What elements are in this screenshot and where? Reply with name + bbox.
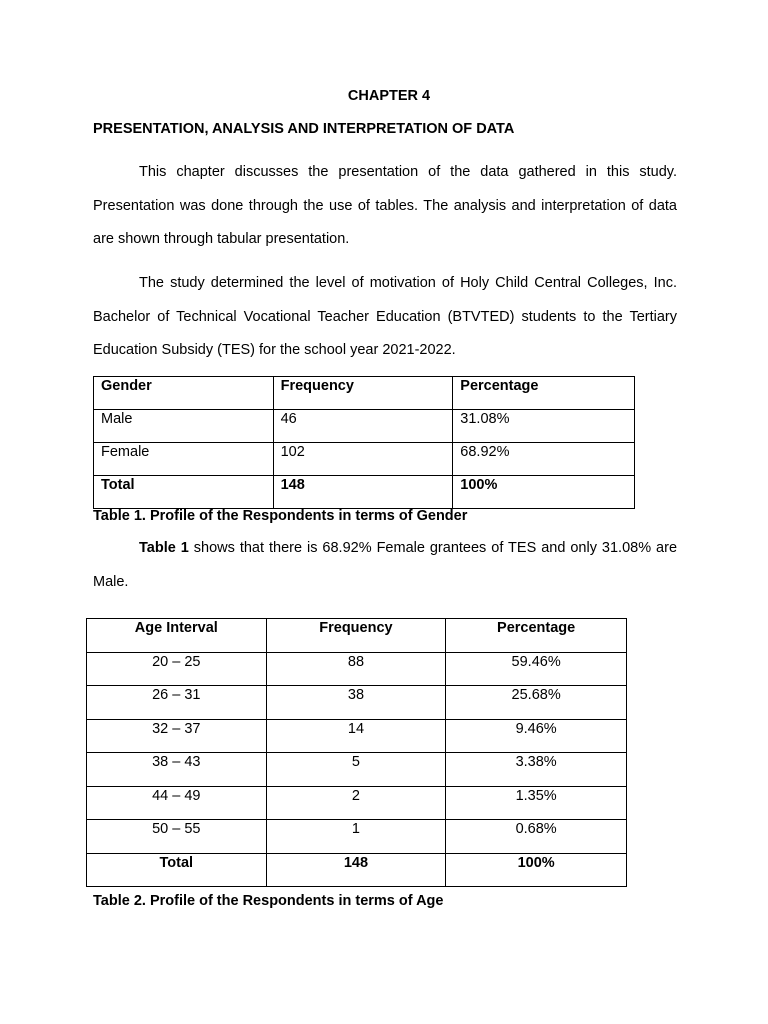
table-cell: 46 bbox=[273, 410, 453, 443]
table-cell: 38 bbox=[266, 686, 446, 720]
table-row bbox=[87, 686, 627, 720]
table-row bbox=[94, 410, 635, 443]
table-row bbox=[87, 719, 627, 753]
table-cell: Female bbox=[94, 443, 274, 476]
table-header-cell: Percentage bbox=[446, 619, 627, 653]
table-cell: 2 bbox=[266, 786, 446, 820]
table-total-row bbox=[87, 853, 627, 887]
table-cell: 100% bbox=[453, 476, 635, 509]
table1-discussion-text: shows that there is 68.92% Female grantees of TES and only 31.08% are Male. bbox=[93, 540, 678, 590]
table1-caption: Table 1. Profile of the Respondents in terms of Gender bbox=[93, 508, 468, 524]
table2-caption: Table 2. Profile of the Respondents in terms of Age bbox=[93, 893, 444, 909]
section-title: PRESENTATION, ANALYSIS AND INTERPRETATION OF DATA bbox=[93, 121, 515, 137]
table-header-cell: Gender bbox=[94, 377, 274, 410]
table-cell: 14 bbox=[266, 719, 446, 753]
table-header-cell: Frequency bbox=[273, 377, 453, 410]
table-cell: Male bbox=[94, 410, 274, 443]
table-cell: 32 – 37 bbox=[87, 719, 267, 753]
table-cell: 88 bbox=[266, 652, 446, 686]
table-cell: 100% bbox=[446, 853, 627, 887]
table-row bbox=[87, 820, 627, 854]
table-cell: Total bbox=[94, 476, 274, 509]
table-cell: 0.68% bbox=[446, 820, 627, 854]
study-paragraph-text: The study determined the level of motivation of Holy Child Central Colleges, Inc. Bachelor of Technical Vocational Teacher Education (BTVTED) students to the Tertiary Education Subsidy (TES) for the school year 2021-2022. bbox=[93, 275, 677, 358]
age-table bbox=[86, 618, 627, 887]
table-cell: 148 bbox=[266, 853, 446, 887]
table-header-cell: Frequency bbox=[266, 619, 446, 653]
table-row bbox=[87, 786, 627, 820]
table-cell: 3.38% bbox=[446, 753, 627, 787]
table-cell: 148 bbox=[273, 476, 453, 509]
chapter-heading: CHAPTER 4 bbox=[347, 88, 431, 104]
table-cell: 1.35% bbox=[446, 786, 627, 820]
table-cell: 102 bbox=[273, 443, 453, 476]
table-cell: 1 bbox=[266, 820, 446, 854]
table-cell: 44 – 49 bbox=[87, 786, 267, 820]
table-header-row bbox=[94, 377, 635, 410]
table-row bbox=[87, 652, 627, 686]
table-cell: 26 – 31 bbox=[87, 686, 267, 720]
table-cell: Total bbox=[87, 853, 267, 887]
table-cell: 5 bbox=[266, 753, 446, 787]
table-header-cell: Age Interval bbox=[87, 619, 267, 653]
table-cell: 9.46% bbox=[446, 719, 627, 753]
table-cell: 25.68% bbox=[446, 686, 627, 720]
intro-paragraph bbox=[93, 156, 677, 257]
table1-discussion bbox=[93, 532, 677, 599]
table-total-row bbox=[94, 476, 635, 509]
gender-table bbox=[93, 376, 635, 509]
intro-paragraph-text: This chapter discusses the presentation of the data gathered in this study. Presentation was done through the use of tables. The analysis and interpretation of data are shown through tabular presentation. bbox=[93, 164, 677, 247]
table-header-row bbox=[87, 619, 627, 653]
study-paragraph bbox=[93, 267, 677, 368]
table-cell: 59.46% bbox=[446, 652, 627, 686]
table-cell: 38 – 43 bbox=[87, 753, 267, 787]
table-cell: 68.92% bbox=[453, 443, 635, 476]
table-row bbox=[87, 753, 627, 787]
table-cell: 20 – 25 bbox=[87, 652, 267, 686]
table-row bbox=[94, 443, 635, 476]
table1-reference: Table 1 bbox=[139, 540, 189, 556]
table-header-cell: Percentage bbox=[453, 377, 635, 410]
table-cell: 31.08% bbox=[453, 410, 635, 443]
table-cell: 50 – 55 bbox=[87, 820, 267, 854]
